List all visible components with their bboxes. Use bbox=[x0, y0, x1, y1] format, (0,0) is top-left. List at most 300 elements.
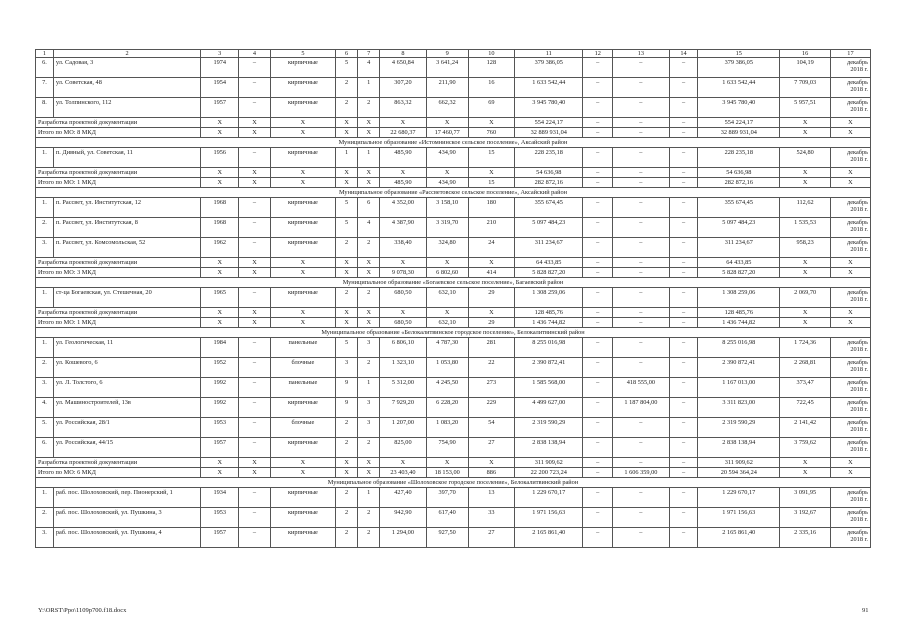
table-cell: 2. bbox=[36, 218, 54, 238]
table-cell: X bbox=[830, 318, 870, 328]
table-cell: 958,23 bbox=[780, 238, 831, 258]
table-cell: X bbox=[239, 318, 271, 328]
table-cell: 7. bbox=[36, 78, 54, 98]
table-cell: – bbox=[239, 508, 271, 528]
table-cell: 5 312,00 bbox=[380, 378, 426, 398]
address-cell: ул. Кошевого, 6 bbox=[53, 358, 200, 378]
table-cell: 2 390 872,41 bbox=[515, 358, 583, 378]
table-cell: 2 319 590,29 bbox=[515, 418, 583, 438]
table-cell: – bbox=[669, 438, 697, 458]
table-cell: – bbox=[239, 288, 271, 308]
table-cell: – bbox=[612, 78, 669, 98]
table-cell: – bbox=[583, 58, 612, 78]
table-cell: X bbox=[270, 168, 335, 178]
table-row bbox=[36, 98, 871, 118]
section-heading: Муниципальное образование «Богаевское сельское поселение», Багаевский район bbox=[36, 278, 871, 288]
address-cell: раб. пос. Шолоховский, ул. Пушкина, 3 bbox=[53, 508, 200, 528]
column-number: 9 bbox=[426, 50, 468, 58]
table-cell: 754,90 bbox=[426, 438, 468, 458]
table-cell: – bbox=[612, 508, 669, 528]
deadline-cell: декабрь 2018 г. bbox=[830, 438, 870, 458]
table-cell: 2 bbox=[358, 358, 380, 378]
table-cell: X bbox=[358, 178, 380, 188]
table-cell: – bbox=[669, 168, 697, 178]
table-cell: – bbox=[612, 358, 669, 378]
table-cell: 3 bbox=[336, 358, 358, 378]
table-cell: – bbox=[669, 398, 697, 418]
table-cell: 29 bbox=[468, 318, 514, 328]
deadline-cell: декабрь 2018 г. bbox=[830, 198, 870, 218]
table-cell: – bbox=[239, 528, 271, 548]
summary-row bbox=[36, 308, 871, 318]
table-cell: 9 bbox=[336, 378, 358, 398]
table-cell: 2 335,16 bbox=[780, 528, 831, 548]
table-cell: 2 bbox=[358, 508, 380, 528]
table-cell: – bbox=[612, 488, 669, 508]
table-cell: – bbox=[583, 118, 612, 128]
table-cell: X bbox=[830, 128, 870, 138]
table-cell: – bbox=[239, 238, 271, 258]
table-cell: 6 802,60 bbox=[426, 268, 468, 278]
column-number: 10 bbox=[468, 50, 514, 58]
table-cell: X bbox=[270, 458, 335, 468]
table-row bbox=[36, 198, 871, 218]
table-cell: X bbox=[358, 468, 380, 478]
table-cell: 311 909,62 bbox=[698, 458, 780, 468]
table-cell: 3 641,24 bbox=[426, 58, 468, 78]
table-cell: панельные bbox=[270, 378, 335, 398]
table-cell: X bbox=[239, 458, 271, 468]
table-cell: 112,62 bbox=[780, 198, 831, 218]
table-cell: 942,90 bbox=[380, 508, 426, 528]
column-number: 12 bbox=[583, 50, 612, 58]
table-cell: 1 724,36 bbox=[780, 338, 831, 358]
table-cell: 180 bbox=[468, 198, 514, 218]
table-cell: 9 078,30 bbox=[380, 268, 426, 278]
table-cell: 632,10 bbox=[426, 318, 468, 328]
table-cell: 7 929,20 bbox=[380, 398, 426, 418]
table-cell: – bbox=[239, 338, 271, 358]
table-cell: 680,50 bbox=[380, 288, 426, 308]
address-cell: п. Рассвет, ул. Комсомольская, 52 bbox=[53, 238, 200, 258]
deadline-cell: декабрь 2018 г. bbox=[830, 378, 870, 398]
table-cell: 434,90 bbox=[426, 178, 468, 188]
section-heading: Муниципальное образование «Истомнинское сельское поселение», Аксайский район bbox=[36, 138, 871, 148]
table-cell: 760 bbox=[468, 128, 514, 138]
deadline-cell: декабрь 2018 г. bbox=[830, 528, 870, 548]
table-cell: 373,47 bbox=[780, 378, 831, 398]
column-number: 14 bbox=[669, 50, 697, 58]
table-cell: 3 945 780,40 bbox=[515, 98, 583, 118]
table-cell: – bbox=[239, 378, 271, 398]
table-row bbox=[36, 488, 871, 508]
table-cell: 524,80 bbox=[780, 148, 831, 168]
table-cell: 29 bbox=[468, 288, 514, 308]
table-cell: 6. bbox=[36, 438, 54, 458]
table-cell: – bbox=[669, 268, 697, 278]
page-number: 91 bbox=[862, 607, 869, 614]
column-number: 17 bbox=[830, 50, 870, 58]
table-cell: – bbox=[612, 258, 669, 268]
table-cell: – bbox=[239, 58, 271, 78]
deadline-cell: декабрь 2018 г. bbox=[830, 418, 870, 438]
table-cell: X bbox=[380, 458, 426, 468]
table-cell: 1 971 156,63 bbox=[698, 508, 780, 528]
table-cell: 32 889 931,04 bbox=[515, 128, 583, 138]
summary-row bbox=[36, 258, 871, 268]
table-cell: X bbox=[270, 468, 335, 478]
table-cell: – bbox=[612, 438, 669, 458]
table-cell: – bbox=[669, 508, 697, 528]
table-cell: – bbox=[669, 288, 697, 308]
table-cell: 1 436 744,82 bbox=[698, 318, 780, 328]
table-cell: кирпичные bbox=[270, 198, 335, 218]
table-cell: 2 bbox=[336, 78, 358, 98]
table-cell: 927,50 bbox=[426, 528, 468, 548]
table-cell: 2 141,42 bbox=[780, 418, 831, 438]
deadline-cell: декабрь 2018 г. bbox=[830, 398, 870, 418]
table-cell: 2 838 138,94 bbox=[515, 438, 583, 458]
table-cell: 3. bbox=[36, 238, 54, 258]
summary-label: Разработка проектной документации bbox=[36, 458, 201, 468]
table-cell: 4. bbox=[36, 398, 54, 418]
deadline-cell: декабрь 2018 г. bbox=[830, 218, 870, 238]
table-cell: 5 957,51 bbox=[780, 98, 831, 118]
table-cell: X bbox=[201, 118, 239, 128]
address-cell: ул. Российская, 44/15 bbox=[53, 438, 200, 458]
summary-label: Итого по МО: 1 МКД bbox=[36, 318, 201, 328]
table-cell: 1 535,53 bbox=[780, 218, 831, 238]
table-cell: – bbox=[612, 528, 669, 548]
table-cell: X bbox=[239, 118, 271, 128]
table-cell: X bbox=[336, 318, 358, 328]
table-cell: – bbox=[583, 168, 612, 178]
table-cell: X bbox=[380, 308, 426, 318]
table-cell: – bbox=[669, 358, 697, 378]
table-cell: 16 bbox=[468, 78, 514, 98]
table-cell: кирпичные bbox=[270, 78, 335, 98]
table-cell: 32 889 931,04 bbox=[698, 128, 780, 138]
table-cell: X bbox=[336, 128, 358, 138]
table-cell: – bbox=[669, 318, 697, 328]
table-cell: X bbox=[830, 118, 870, 128]
table-cell: – bbox=[583, 98, 612, 118]
table-cell: 1 971 156,63 bbox=[515, 508, 583, 528]
section-heading: Муниципальное образование «Белокалитвинское городское поселение», Белокалитвинский район bbox=[36, 328, 871, 338]
table-cell: 554 224,17 bbox=[698, 118, 780, 128]
table-cell: X bbox=[201, 178, 239, 188]
table-cell: 22 680,37 bbox=[380, 128, 426, 138]
table-cell: 22 200 723,24 bbox=[515, 468, 583, 478]
section-heading: Муниципальное образование «Рассветовское сельское поселение», Аксайский район bbox=[36, 188, 871, 198]
table-cell: 33 bbox=[468, 508, 514, 528]
table-cell: – bbox=[669, 148, 697, 168]
deadline-cell: декабрь 2018 г. bbox=[830, 148, 870, 168]
table-cell: 1 633 542,44 bbox=[515, 78, 583, 98]
table-cell: – bbox=[669, 198, 697, 218]
table-cell: – bbox=[583, 488, 612, 508]
table-cell: – bbox=[239, 218, 271, 238]
table-cell: 282 872,16 bbox=[698, 178, 780, 188]
table-cell: X bbox=[358, 458, 380, 468]
table-cell: X bbox=[380, 258, 426, 268]
table-cell: 4 499 627,00 bbox=[515, 398, 583, 418]
table-cell: 2 390 872,41 bbox=[698, 358, 780, 378]
table-cell: 1953 bbox=[201, 508, 239, 528]
table-cell: – bbox=[583, 288, 612, 308]
table-cell: 5 097 484,23 bbox=[698, 218, 780, 238]
table-cell: 434,90 bbox=[426, 148, 468, 168]
table-cell: X bbox=[201, 168, 239, 178]
table-cell: 1984 bbox=[201, 338, 239, 358]
table-cell: – bbox=[583, 508, 612, 528]
table-cell: 5 bbox=[336, 58, 358, 78]
table-cell: 7 709,03 bbox=[780, 78, 831, 98]
table-cell: 8 255 016,98 bbox=[515, 338, 583, 358]
table-cell: – bbox=[583, 338, 612, 358]
table-cell: – bbox=[583, 398, 612, 418]
table-cell: 1 308 259,06 bbox=[515, 288, 583, 308]
address-cell: ст-ца Богаевская, ул. Стешечная, 20 bbox=[53, 288, 200, 308]
column-number: 1 bbox=[36, 50, 54, 58]
table-cell: – bbox=[612, 238, 669, 258]
table-cell: – bbox=[669, 308, 697, 318]
table-cell: 1954 bbox=[201, 78, 239, 98]
table-cell: X bbox=[270, 318, 335, 328]
table-cell: – bbox=[583, 438, 612, 458]
table-cell: 1 606 359,00 bbox=[612, 468, 669, 478]
table-cell: 3 759,62 bbox=[780, 438, 831, 458]
deadline-cell: декабрь 2018 г. bbox=[830, 238, 870, 258]
address-cell: ул. Машиностроителей, 13в bbox=[53, 398, 200, 418]
address-cell: раб. пос. Шолоховский, ул. Пушкина, 4 bbox=[53, 528, 200, 548]
deadline-cell: декабрь 2018 г. bbox=[830, 488, 870, 508]
table-cell: – bbox=[583, 458, 612, 468]
table-cell: 5 828 827,20 bbox=[698, 268, 780, 278]
column-number: 7 bbox=[358, 50, 380, 58]
table-cell: X bbox=[239, 128, 271, 138]
table-cell: 2 838 138,94 bbox=[698, 438, 780, 458]
address-cell: ул. Советская, 48 bbox=[53, 78, 200, 98]
section-heading-row bbox=[36, 188, 871, 198]
table-cell: 1. bbox=[36, 198, 54, 218]
table-cell: 1 bbox=[358, 488, 380, 508]
table-cell: 355 674,45 bbox=[515, 198, 583, 218]
table-cell: 273 bbox=[468, 378, 514, 398]
section-heading-row bbox=[36, 478, 871, 488]
table-cell: 1957 bbox=[201, 98, 239, 118]
table-cell: 2 165 861,40 bbox=[698, 528, 780, 548]
table-cell: кирпичные bbox=[270, 58, 335, 78]
housing-repair-table bbox=[35, 49, 871, 548]
deadline-cell: декабрь 2018 г. bbox=[830, 288, 870, 308]
table-cell: X bbox=[830, 258, 870, 268]
table-cell: X bbox=[468, 168, 514, 178]
table-row bbox=[36, 508, 871, 528]
table-cell: 1 bbox=[358, 78, 380, 98]
table-cell: блочные bbox=[270, 418, 335, 438]
table-cell: 1974 bbox=[201, 58, 239, 78]
table-cell: X bbox=[270, 258, 335, 268]
table-cell: 4 387,90 bbox=[380, 218, 426, 238]
summary-row bbox=[36, 318, 871, 328]
table-cell: 617,40 bbox=[426, 508, 468, 528]
table-row bbox=[36, 78, 871, 98]
table-row bbox=[36, 218, 871, 238]
table-cell: 307,20 bbox=[380, 78, 426, 98]
deadline-cell: декабрь 2018 г. bbox=[830, 98, 870, 118]
table-cell: 1. bbox=[36, 488, 54, 508]
table-cell: 1 083,20 bbox=[426, 418, 468, 438]
table-cell: 4 352,00 bbox=[380, 198, 426, 218]
table-cell: 3 158,10 bbox=[426, 198, 468, 218]
table-cell: 379 386,05 bbox=[698, 58, 780, 78]
table-cell: 418 555,00 bbox=[612, 378, 669, 398]
table-cell: 2 bbox=[358, 528, 380, 548]
table-cell: 2 bbox=[358, 98, 380, 118]
table-row bbox=[36, 358, 871, 378]
table-cell: 2. bbox=[36, 508, 54, 528]
summary-row bbox=[36, 458, 871, 468]
table-cell: 5. bbox=[36, 418, 54, 438]
table-row bbox=[36, 148, 871, 168]
summary-label: Разработка проектной документации bbox=[36, 258, 201, 268]
table-cell: X bbox=[336, 118, 358, 128]
table-cell: 1. bbox=[36, 148, 54, 168]
address-cell: ул. Российская, 28/1 bbox=[53, 418, 200, 438]
table-cell: – bbox=[583, 218, 612, 238]
table-cell: – bbox=[583, 318, 612, 328]
table-cell: X bbox=[468, 258, 514, 268]
table-cell: 6 228,20 bbox=[426, 398, 468, 418]
table-cell: X bbox=[201, 308, 239, 318]
table-cell: X bbox=[426, 458, 468, 468]
table-cell: 18 153,00 bbox=[426, 468, 468, 478]
table-cell: 1962 bbox=[201, 238, 239, 258]
table-row bbox=[36, 58, 871, 78]
table-cell: 128 bbox=[468, 58, 514, 78]
table-cell: 1956 bbox=[201, 148, 239, 168]
table-cell: X bbox=[830, 268, 870, 278]
table-cell: 311 909,62 bbox=[515, 458, 583, 468]
summary-row bbox=[36, 178, 871, 188]
table-cell: кирпичные bbox=[270, 508, 335, 528]
table-cell: X bbox=[201, 318, 239, 328]
table-cell: 414 bbox=[468, 268, 514, 278]
table-cell: – bbox=[583, 148, 612, 168]
table-cell: 379 386,05 bbox=[515, 58, 583, 78]
table-cell: X bbox=[336, 268, 358, 278]
table-cell: – bbox=[669, 58, 697, 78]
table-cell: – bbox=[583, 128, 612, 138]
table-cell: 485,90 bbox=[380, 148, 426, 168]
table-cell: – bbox=[669, 78, 697, 98]
table-cell: панельные bbox=[270, 338, 335, 358]
table-row bbox=[36, 288, 871, 308]
table-cell: 886 bbox=[468, 468, 514, 478]
deadline-cell: декабрь 2018 г. bbox=[830, 58, 870, 78]
table-cell: 863,32 bbox=[380, 98, 426, 118]
table-cell: X bbox=[201, 128, 239, 138]
table-cell: – bbox=[612, 458, 669, 468]
table-cell: 9 bbox=[336, 398, 358, 418]
table-cell: – bbox=[612, 288, 669, 308]
table-cell: 2 268,81 bbox=[780, 358, 831, 378]
table-cell: X bbox=[780, 468, 831, 478]
table-cell: X bbox=[780, 178, 831, 188]
table-cell: 23 403,40 bbox=[380, 468, 426, 478]
table-cell: X bbox=[830, 168, 870, 178]
table-cell: – bbox=[669, 338, 697, 358]
column-number: 16 bbox=[780, 50, 831, 58]
summary-row bbox=[36, 268, 871, 278]
table-cell: X bbox=[830, 458, 870, 468]
table-cell: – bbox=[669, 468, 697, 478]
summary-row bbox=[36, 468, 871, 478]
table-row bbox=[36, 378, 871, 398]
table-cell: X bbox=[270, 308, 335, 318]
summary-label: Разработка проектной документации bbox=[36, 168, 201, 178]
table-cell: X bbox=[239, 468, 271, 478]
table-cell: 3 311 823,00 bbox=[698, 398, 780, 418]
table-cell: X bbox=[830, 468, 870, 478]
table-cell: – bbox=[612, 98, 669, 118]
table-cell: 311 234,67 bbox=[698, 238, 780, 258]
table-cell: 4 bbox=[358, 58, 380, 78]
table-cell: X bbox=[358, 118, 380, 128]
table-cell: 54 636,98 bbox=[515, 168, 583, 178]
table-cell: X bbox=[780, 128, 831, 138]
table-cell: 485,90 bbox=[380, 178, 426, 188]
table-cell: X bbox=[358, 258, 380, 268]
table-cell: 1 bbox=[358, 378, 380, 398]
column-number: 11 bbox=[515, 50, 583, 58]
table-cell: 1952 bbox=[201, 358, 239, 378]
table-cell: 2 bbox=[336, 288, 358, 308]
table-cell: X bbox=[336, 468, 358, 478]
table-cell: – bbox=[583, 308, 612, 318]
table-cell: 1 436 744,82 bbox=[515, 318, 583, 328]
table-cell: 128 485,76 bbox=[698, 308, 780, 318]
table-cell: 1 053,80 bbox=[426, 358, 468, 378]
table-cell: – bbox=[239, 358, 271, 378]
column-number: 5 bbox=[270, 50, 335, 58]
summary-label: Разработка проектной документации bbox=[36, 308, 201, 318]
table-cell: кирпичные bbox=[270, 218, 335, 238]
table-cell: – bbox=[583, 178, 612, 188]
table-cell: 2 bbox=[336, 488, 358, 508]
address-cell: п. Рассвет, ул. Институтская, 8 bbox=[53, 218, 200, 238]
summary-label: Итого по МО: 1 МКД bbox=[36, 178, 201, 188]
table-cell: – bbox=[669, 458, 697, 468]
table-cell: 24 bbox=[468, 238, 514, 258]
table-cell: X bbox=[780, 318, 831, 328]
address-cell: ул. Л. Толстого, 6 bbox=[53, 378, 200, 398]
table-cell: 15 bbox=[468, 178, 514, 188]
table-cell: 3 192,67 bbox=[780, 508, 831, 528]
section-heading: Муниципальное образование «Шолоховское городское поселение», Белокалитвинский район bbox=[36, 478, 871, 488]
table-cell: X bbox=[468, 118, 514, 128]
table-cell: 1 633 542,44 bbox=[698, 78, 780, 98]
column-number: 8 bbox=[380, 50, 426, 58]
table-cell: – bbox=[612, 198, 669, 218]
table-cell: X bbox=[426, 258, 468, 268]
table-cell: кирпичные bbox=[270, 528, 335, 548]
column-number-row bbox=[36, 50, 871, 58]
table-cell: X bbox=[780, 258, 831, 268]
table-cell: 2 bbox=[336, 98, 358, 118]
table-cell: 680,50 bbox=[380, 318, 426, 328]
